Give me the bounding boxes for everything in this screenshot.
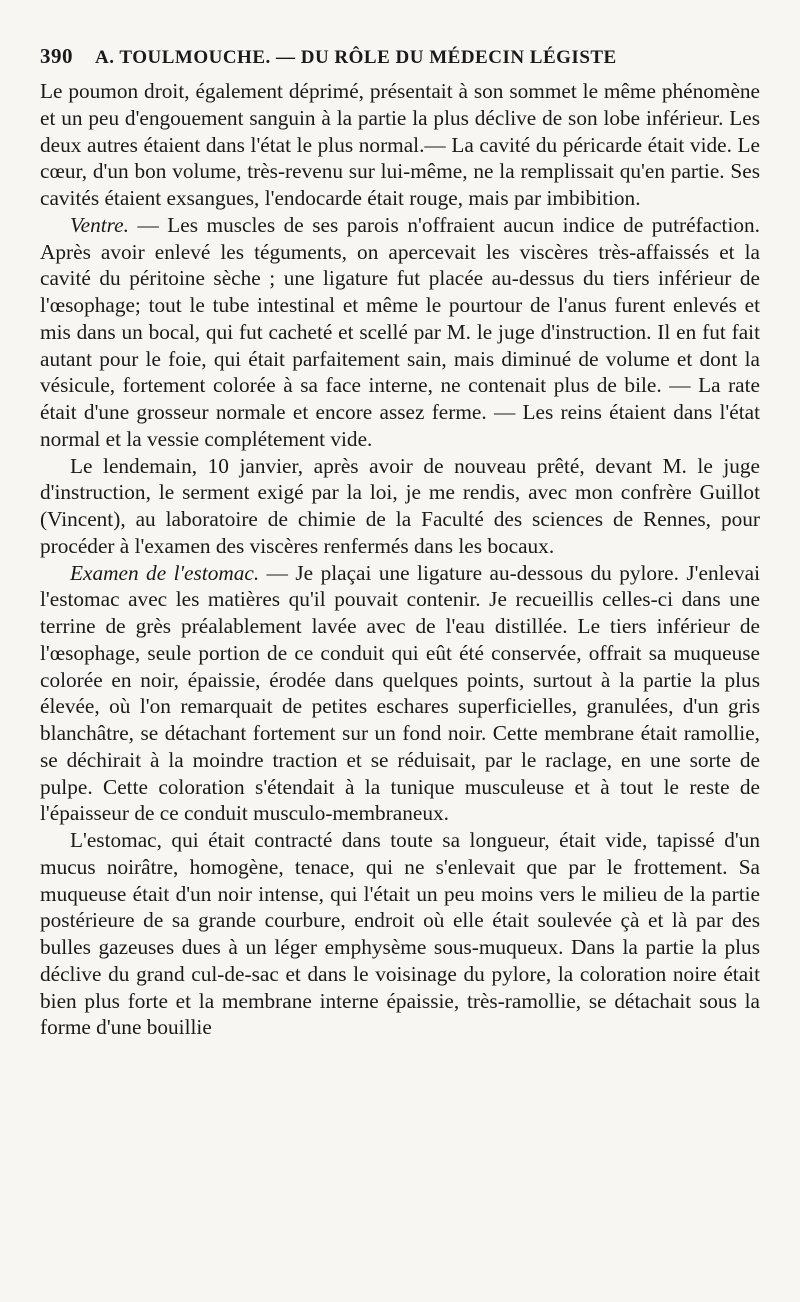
paragraph-text: Le lendemain, 10 janvier, après avoir de nouveau prêté, devant M. le juge d'instruction, le serment exigé par la loi, je me rendis, avec mon confrère Guillot (Vincent), au laboratoire de chimie de la Faculté des sciences de Rennes, pour procéder à l'examen des viscères renfermés dans les bocaux. bbox=[40, 453, 760, 558]
page-number: 390 bbox=[40, 44, 73, 68]
paragraph-text: — Les muscles de ses parois n'offraient aucun indice de putréfaction. Après avoir enlevé les téguments, on apercevait les viscères très-affaissés et la cavité du péritoine sèche ; une ligature fut placée au-dessus du tiers inférieur de l'œsophage; tout le tube intestinal et même le pourtour de l'anus furent enlevés et mis dans un bocal, qui fut cacheté et scellé par M. le juge d'instruction. Il en fut fait autant pour le foie, qui était parfaitement sain, mais diminué de volume et dont la vésicule, fortement colorée à sa face interne, ne contenait plus de bile. — La rate était d'une grosseur normale et encore assez ferme. — Les reins étaient dans l'état normal et la vessie complétement vide. bbox=[40, 212, 760, 451]
paragraph bbox=[40, 212, 760, 453]
paragraph-text: — Je plaçai une ligature au-dessous du pylore. J'enlevai l'estomac avec les matières qu'il pouvait contenir. Je recueillis celles-ci dans une terrine de grès préalablement lavée avec de l'eau distillée. Le tiers inférieur de l'œsophage, seule portion de ce conduit qui eût été conservée, offrait sa muqueuse colorée en noir, épaissie, érodée dans quelques points, surtout à la partie la plus élevée, où l'on remarquait de petites eschares superficielles, granulées, d'un gris blanchâtre, se détachant fortement sur un fond noir. Cette membrane était ramollie, se déchirait à la moindre traction et se réduisait, par le raclage, en une sorte de pulpe. Cette coloration s'étendait à la tunique musculeuse et à tout le reste de l'épaisseur de ce conduit musculo-membraneux. bbox=[40, 560, 760, 826]
paragraph bbox=[40, 78, 760, 212]
running-title: A. TOULMOUCHE. — DU RÔLE DU MÉDECIN LÉGISTE bbox=[95, 47, 617, 68]
paragraph-text: Le poumon droit, également déprimé, présentait à son sommet le même phénomène et un peu d'engouement sanguin à la partie la plus déclive de son lobe inférieur. Les deux autres étaient dans l'état le plus normal.— La cavité du péricarde était vide. Le cœur, d'un bon volume, très-revenu sur lui-même, ne la remplissait qu'en partie. Ses cavités étaient exsangues, l'endocarde était rouge, mais par imbibition. bbox=[40, 79, 760, 210]
paragraph bbox=[40, 453, 760, 560]
paragraph bbox=[40, 560, 760, 828]
body-text bbox=[40, 78, 760, 1041]
running-header bbox=[40, 44, 760, 78]
section-lead: Examen de l'estomac. bbox=[70, 560, 260, 585]
paragraph-text: L'estomac, qui était contracté dans toute sa longueur, était vide, tapissé d'un mucus noirâtre, homogène, tenace, qui ne s'enlevait que par le frottement. Sa muqueuse était d'un noir intense, qui l'était un peu moins vers le milieu de la partie postérieure de sa grande courbure, endroit où elle était soulevée çà et là par des bulles gazeuses dues à un léger emphysème sous-muqueux. Dans la partie la plus déclive du grand cul-de-sac et dans le voisinage du pylore, la coloration noire était bien plus forte et la membrane interne épaissie, très-ramollie, se détachait sous la forme d'une bouillie bbox=[40, 828, 760, 1040]
section-lead: Ventre. bbox=[70, 212, 129, 237]
paragraph bbox=[40, 827, 760, 1041]
